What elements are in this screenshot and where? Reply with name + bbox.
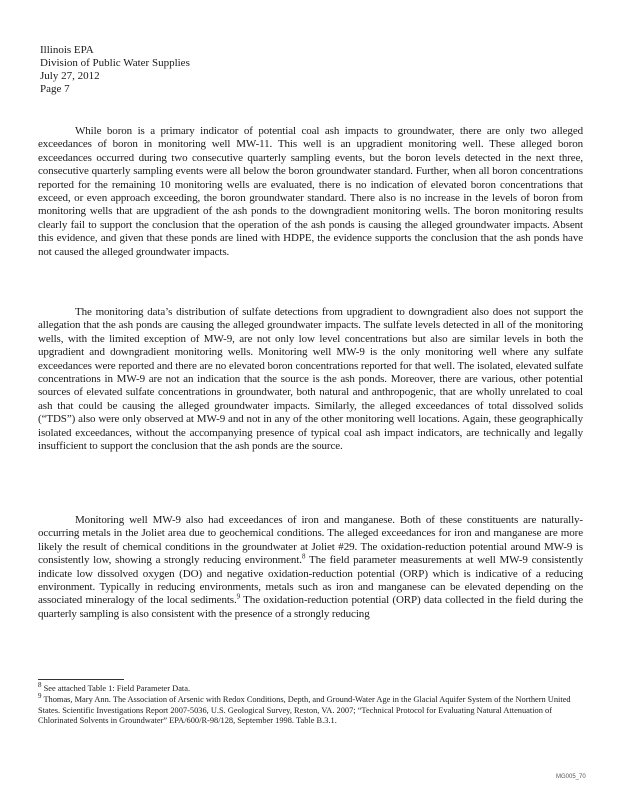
letter-header bbox=[40, 44, 190, 96]
paragraph-text: The monitoring data’s distribution of sulfate detections from upgradient to downgradient also does not support the allegation that the ash ponds are causing the alleged groundwater impacts. The sulfate levels detected in all of the monitoring wells, with the limited exception of MW-9, are not only low level concentrations but also are similar levels in both the upgradient and downgradient monitoring wells. Monitoring well MW-9 is the only monitoring well where any sulfate exceedances were reported and there are no elevated boron concentrations reported for that well. The isolated, elevated sulfate concentrations in MW-9 are not an indication that the source is the ash ponds. Moreover, there are various, other potential sources of elevated sulfate concentrations in groundwater, both natural and anthropogenic, that are wholly unrelated to coal ash that could be causing the alleged groundwater impacts. Similarly, the alleged exceedances of total dissolved solids (“TDS”) also were only observed at MW-9 and not in any of the other monitoring well locations. Again, these geographically isolated exceedances, without the accompanying presence of typical coal ash impact indicators, are technically and legally insufficient to support the conclusion that the ash ponds are the source. bbox=[38, 306, 583, 453]
paragraph-iron-manganese bbox=[38, 514, 583, 621]
footnote-number: 8 bbox=[38, 681, 42, 690]
paragraph-text: While boron is a primary indicator of potential coal ash impacts to groundwater, there are only two alleged exceedances of boron in monitoring well MW-11. This well is an upgradient monitoring well. These alleged boron exceedances occurred during two consecutive quarterly sampling events, but the boron levels detected in the next three, consecutive quarterly sampling events were all below the boron groundwater standard. Further, when all boron concentrations reported for the remaining 10 monitoring wells are evaluated, there is no indication of elevated boron concentrations that exceed, or even approach exceeding, the boron groundwater standard. There also is no increase in the levels of boron from monitoring wells that are upgradient of the ash ponds to the downgradient monitoring wells. The boron monitoring results clearly fail to support the conclusion that the operation of the ash ponds is causing the alleged groundwater impacts. Absent this evidence, and given that these ponds are lined with HDPE, the evidence supports the conclusion that the ash ponds have not caused the alleged groundwater impacts. bbox=[38, 125, 583, 258]
bates-stamp: MG005_70 bbox=[556, 774, 586, 780]
paragraph-segment: The oxidation-reduction potential (ORP) data collected in the field during the quarterly sampling is also consistent with the presence of a strongly reducing bbox=[38, 594, 583, 620]
footnote-text: Thomas, Mary Ann. The Association of Arsenic with Redox Conditions, Depth, and Ground-Water Age in the Glacial Aquifer System of the Northern United States. Scientific Investigations Report 2007-5036, U.S. Geological Survey, Reston, VA. 2007; “Technical Protocol for Evaluating Natural Attenuation of Chlorinated Solvents in Groundwater” EPA/600/R-98/128, September 1998. Table B.3.1. bbox=[38, 694, 571, 726]
footnote-divider bbox=[38, 679, 124, 680]
footnotes bbox=[38, 681, 583, 727]
footnote-ref-9: 9 bbox=[236, 592, 241, 601]
paragraph-sulfate bbox=[38, 306, 583, 453]
footnote-9 bbox=[38, 692, 583, 727]
footnote-8 bbox=[38, 681, 583, 695]
paragraph-segment: The field parameter measurements at well MW-9 consistently indicate low dissolved oxygen (DO) and negative oxidation-reduction potential (ORP) which is indicative of a reducing environment. Typically in reducing environments, metals such as iron and manganese can be elevated depending on the associated mineralogy of the local sediments. bbox=[38, 554, 583, 607]
footnote-text: See attached Table 1: Field Parameter Data. bbox=[41, 684, 191, 693]
paragraph-boron bbox=[38, 125, 583, 259]
footnote-ref-8: 8 bbox=[301, 552, 306, 561]
header-page-number: Page 7 bbox=[40, 83, 70, 95]
paragraph-segment: Monitoring well MW-9 also had exceedances of iron and manganese. Both of these constituents are naturally-occurring metals in the Joliet area due to geochemical conditions. The alleged exceedances for iron and manganese are more likely the result of chemical conditions in the groundwater at Joliet #29. The oxidation-reduction potential around MW-9 is consistently low, showing a strongly reducing environment. bbox=[38, 514, 583, 567]
header-division: Division of Public Water Supplies bbox=[40, 57, 190, 69]
header-date: July 27, 2012 bbox=[40, 70, 100, 82]
header-agency: Illinois EPA bbox=[40, 44, 94, 56]
footnote-number: 9 bbox=[38, 692, 42, 700]
paragraph-text bbox=[38, 514, 583, 621]
